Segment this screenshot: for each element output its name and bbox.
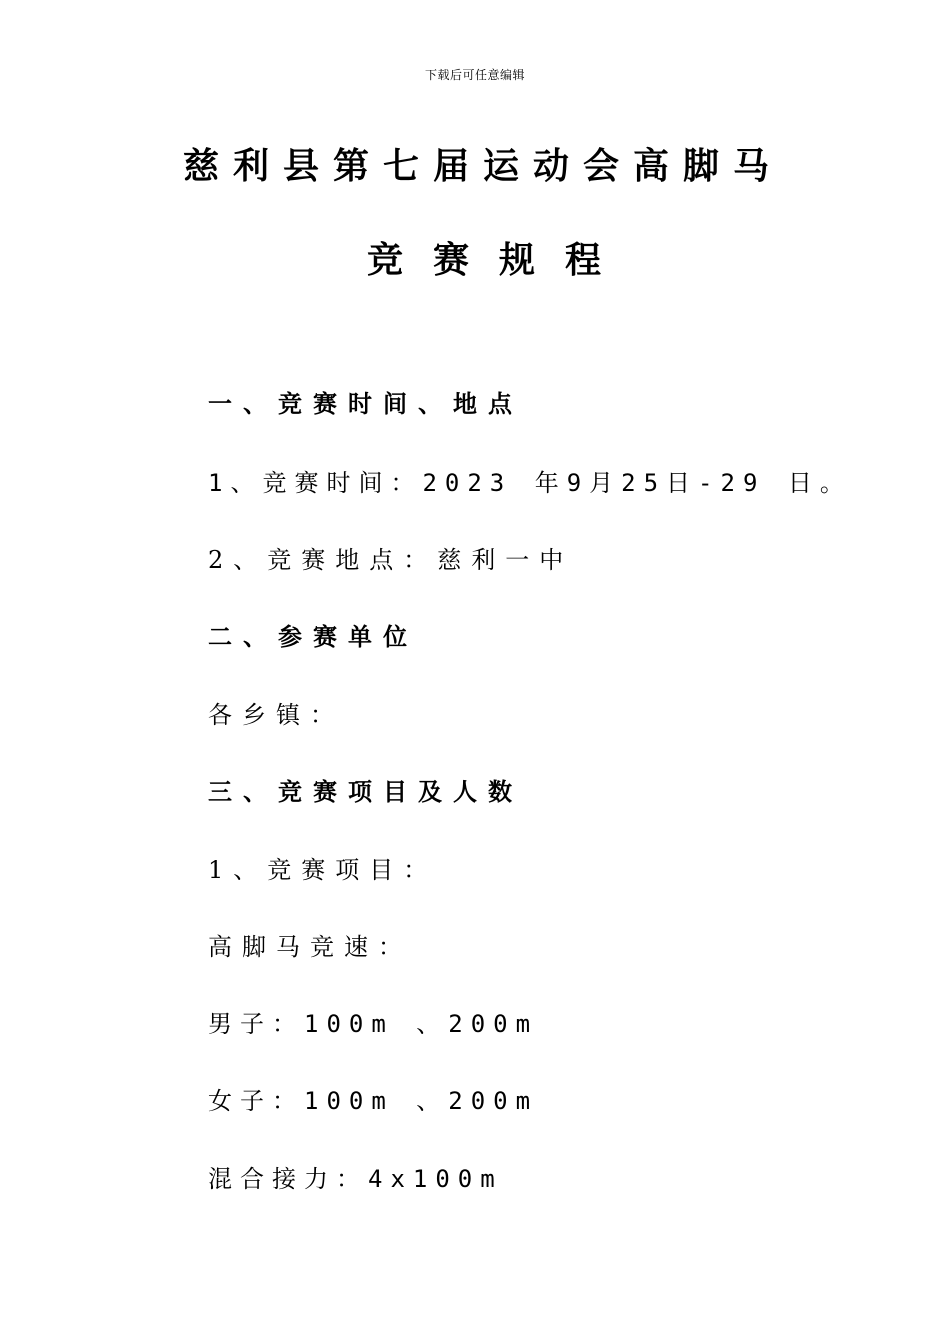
event-women: 女子：100m 、200m xyxy=(208,1087,539,1115)
section-heading-events: 三、竞赛项目及人数 xyxy=(208,778,523,806)
competition-time: 1、竞赛时间：2023 年9月25日-29 日。 xyxy=(208,469,852,497)
events-label: 1、竞赛项目： xyxy=(208,856,438,884)
section-heading-participants: 二、参赛单位 xyxy=(208,623,418,651)
event-men: 男子：100m 、200m xyxy=(208,1010,539,1038)
document-title-line2: 竞赛规程 xyxy=(366,239,631,281)
section-heading-time-location: 一、竞赛时间、地点 xyxy=(208,390,523,418)
document-title-line1: 慈利县第七届运动会高脚马 xyxy=(182,145,783,187)
header-note: 下载后可任意编辑 xyxy=(424,68,525,82)
event-mixed-relay: 混合接力：4x100m xyxy=(208,1165,503,1193)
participants-text: 各乡镇： xyxy=(208,701,344,729)
competition-location: 2、竞赛地点：慈利一中 xyxy=(208,546,574,574)
event-stilt-race: 高脚马竞速： xyxy=(208,933,412,961)
